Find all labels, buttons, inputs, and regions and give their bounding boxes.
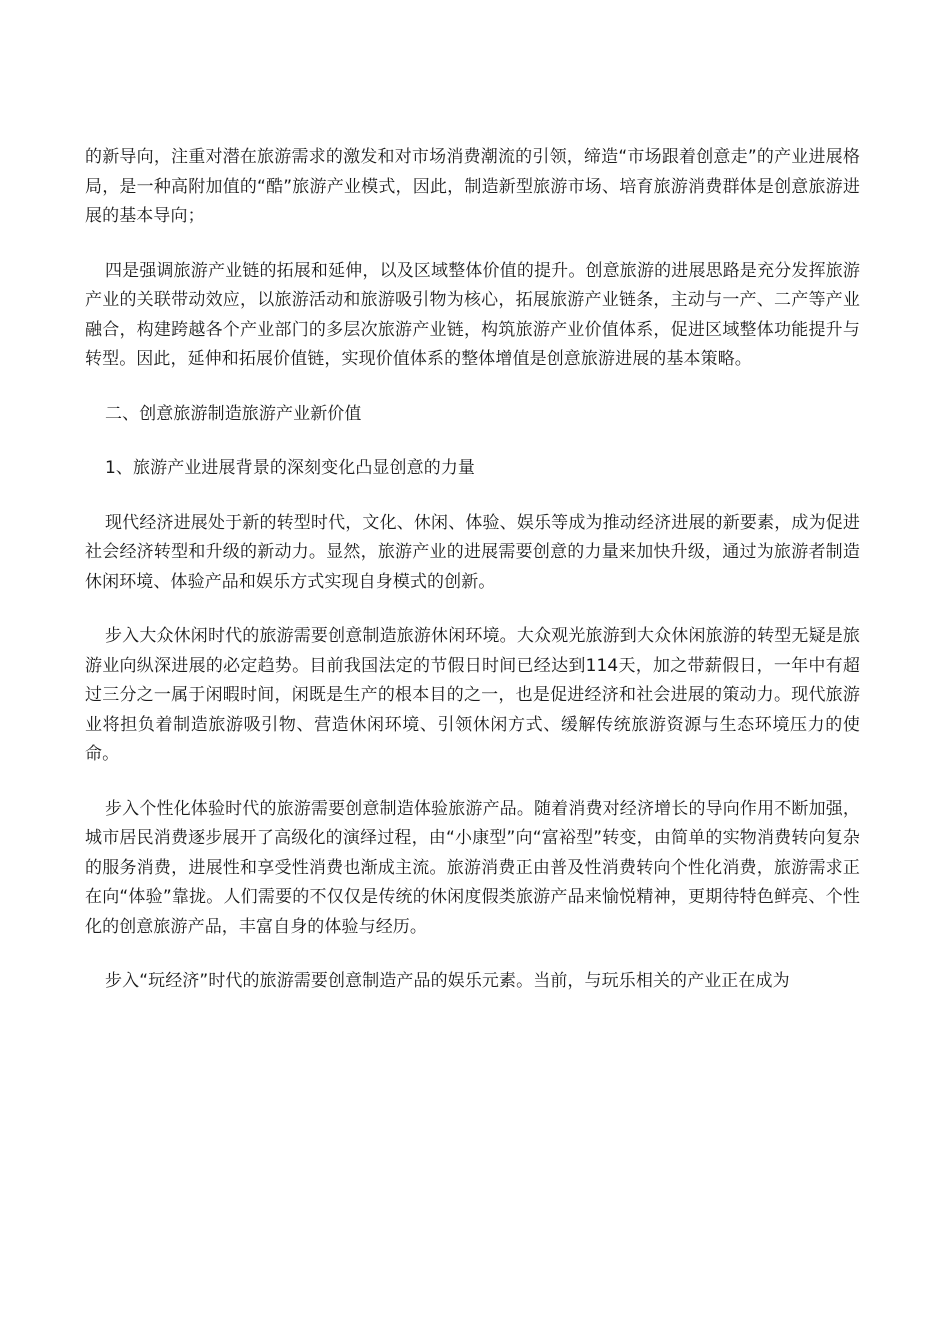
section-heading-new-value: 二、创意旅游制造旅游产业新价值 (105, 403, 362, 424)
paragraph-experience-era: 步入个性化体验时代的旅游需要创意制造体验旅游产品。随着消费对经济增长的导向作用不断加强，城市居民消费逐步展开了高级化的演绎过程，由“小康型”向“富裕型”转变，由简单的实物消费转向复杂的服务消费，进展性和享受性消费也渐成主流。旅游消费正由普及性消费转向个性化消费，旅游需求正在向“体验”靠拢。人们需要的不仅仅是传统的休闲度假类旅游产品来愉悦精神，更期待特色鲜亮、个性化的创意旅游产品，丰富自身的体验与经历。 (85, 798, 860, 937)
paragraph-play-economy: 步入“玩经济”时代的旅游需要创意制造产品的娱乐元素。当前，与玩乐相关的产业正在成为 (105, 971, 790, 991)
paragraph-leisure-era: 步入大众休闲时代的旅游需要创意制造旅游休闲环境。大众观光旅游到大众休闲旅游的转型无疑是旅游业向纵深进展的必定趋势。目前我国法定的节假日时间已经达到114天，加之带薪假日，一年中有超过三分之一属于闲暇时间，闲既是生产的根本目的之一，也是促进经济和社会进展的策动力。现代旅游业将担负着制造旅游吸引物、营造休闲环境、引领休闲方式、缓解传统旅游资源与生态环境压力的使命。 (85, 626, 860, 764)
subsection-heading-background: 1、旅游产业进展背景的深刻变化凸显创意的力量 (105, 458, 476, 478)
paragraph-economic-transition: 现代经济进展处于新的转型时代，文化、休闲、体验、娱乐等成为推动经济进展的新要素，成为促进社会经济转型和升级的新动力。显然，旅游产业的进展需要创意的力量来加快升级，通过为旅游者制造休闲环境、体验产品和娱乐方式实现自身模式的创新。 (85, 512, 860, 592)
paragraph-consumer-guidance: 的新导向，注重对潜在旅游需求的激发和对市场消费潮流的引领，缔造“市场跟着创意走”的产业进展格局，是一种高附加值的“酷”旅游产业模式，因此，制造新型旅游市场、培育旅游消费群体是创意旅游进展的基本导向； (85, 147, 860, 226)
document-body (85, 143, 860, 1022)
paragraph-industry-chain: 四是强调旅游产业链的拓展和延伸，以及区域整体价值的提升。创意旅游的进展思路是充分发挥旅游产业的关联带动效应，以旅游活动和旅游吸引物为核心，拓展旅游产业链条，主动与一产、二产等产业融合，构建跨越各个产业部门的多层次旅游产业链，构筑旅游产业价值体系，促进区域整体功能提升与转型。因此，延伸和拓展价值链，实现价值体系的整体增值是创意旅游进展的基本策略。 (85, 260, 860, 369)
